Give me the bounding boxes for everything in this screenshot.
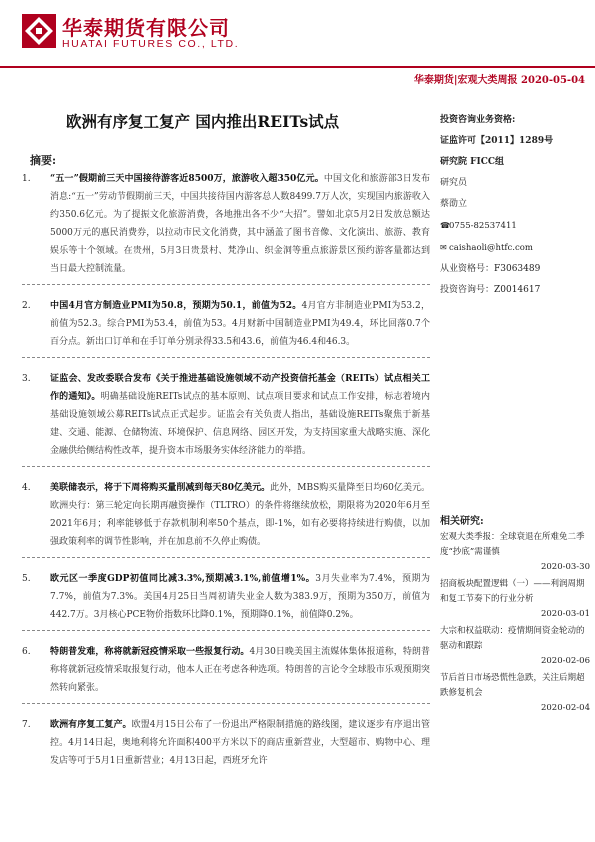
report-type-date: 华泰期货|宏观大类周报 2020-05-04: [413, 75, 585, 86]
item-number: 1.: [22, 174, 31, 184]
abstract-item: [22, 170, 430, 278]
item-number: 2.: [22, 301, 31, 311]
report-title: 欧洲有序复工复产 国内推出REITs试点: [66, 112, 340, 131]
company-name-cn: 华泰期货有限公司: [62, 16, 230, 40]
related-item-title[interactable]: 大宗和权益联动：疫情期间资金轮动的驱动和跟踪: [440, 626, 585, 651]
related-research-list: [440, 530, 590, 718]
item-body: 欧盟4月15日公布了一份退出严格限制措施的路线图，建议逐步有序退出管控。4月14日起，奥地利将允许面积400平方米以下的商店重新营业，大型超市、购物中心、理发店等可于5月1日重新营业；4月13日起，西班牙允许: [50, 720, 430, 766]
item-number: 5.: [22, 574, 31, 584]
item-number: 7.: [22, 720, 31, 730]
analyst-info: [440, 110, 588, 301]
related-item-date: 2020-03-01: [540, 609, 590, 619]
related-item-title[interactable]: 招商板块配置逻辑（一）——利润周期和复工节奏下的行业分析: [440, 579, 585, 604]
related-item[interactable]: [440, 671, 590, 716]
item-headline: 美联储表示，将于下周将购买量削减到每天80亿美元。: [50, 483, 271, 493]
item-body: 4月30日晚美国主流媒体集体报道称，特朗普称将就新冠疫情采取报复行动，他本人正在考虑各种选项。特朗普的言论令全球股市乐观预期突然转向紧张。: [50, 647, 430, 693]
item-divider: [22, 557, 430, 558]
related-item-date: 2020-02-04: [540, 703, 590, 713]
abstract-label: 摘要:: [30, 154, 57, 167]
item-body: 3月失业率为7.4%，预期为7.7%，前值为7.3%。美国4月25日当周初请失业金人数为383.9万，预期为350万，前值为442.7万。3月核心PCE物价指数环比降0.1%，预期降0.1%，前值降0.2%。: [50, 574, 430, 620]
item-headline: 证监会、发改委联合发布《关于推进基础设施领域不动产投资信托基金（REITs）试点相关工作的通知》。: [50, 374, 430, 402]
related-item[interactable]: [440, 577, 590, 622]
abstract-item: [22, 570, 430, 624]
abstract-list: [22, 170, 430, 770]
consult-cert: 投资咨询号：Z0014617: [440, 285, 541, 295]
related-item-date: 2020-02-06: [540, 656, 590, 666]
item-body: 明确基础设施REITs试点的基本原则、试点项目要求和试点工作安排，标志着境内基础设施领域公募REITs试点正式起步。证监会有关负责人指出，基础设施REITs聚焦于新基建、交通、能源、仓储物流、环境保护、信息网络、园区开发，为支持国家重大战略实施、深化金融供给侧结构性改革，提升资本市场服务实体经济能力的举措。: [50, 392, 430, 456]
related-item-title[interactable]: 宏观大类季报：全球衰退在所难免二季度“抄底”需谨慎: [440, 532, 585, 557]
item-headline: 欧元区一季度GDP初值同比减3.3%,预期减3.1%,前值增1%。: [50, 574, 316, 584]
header-divider: [0, 66, 595, 68]
related-research-title: 相关研究:: [440, 516, 484, 527]
qualification-heading: 投资咨询业务资格:: [440, 115, 516, 125]
analyst-email[interactable]: caishaoli@htfc.com: [449, 243, 533, 253]
item-body: 4月官方非制造业PMI为53.2，前值为52.3。综合PMI为53.4，前值为53。4月财新中国制造业PMI为49.4，环比回落0.7个百分点。新出口订单和在手订单分别录得33.5和43.6，前值为46.4和46.3。: [50, 301, 430, 347]
abstract-item: [22, 297, 430, 351]
related-item[interactable]: [440, 530, 590, 575]
related-item[interactable]: [440, 624, 590, 669]
item-divider: [22, 357, 430, 358]
analyst-phone-row: [440, 215, 588, 237]
company-name-en: HUATAI FUTURES CO., LTD.: [62, 38, 240, 50]
analyst-name: 蔡劭立: [440, 199, 468, 209]
abstract-item: [22, 643, 430, 697]
item-body: 中国文化和旅游部3日发布消息:“五一”劳动节假期前三天，中国共接待国内游客总人数8499.7万人次，实现国内旅游收入约350.6亿元。为了提振文化旅游消费，各地推出各不少“大招”。譬如北京5月2日发放总额达5000万元的惠民消费券，以拉动市民文化消费，其中涵盖了图书音像、文化演出、旅游、教育娱乐等十个领域。在贵州，5月3日贵景村、梵净山、织金洞等重点旅游景区预约游客量都达到当日最大控制流量。: [50, 174, 430, 274]
practice-cert: 从业资格号：F3063489: [440, 264, 541, 274]
item-headline: “五一”假期前三天中国接待游客近8500万，旅游收入超350亿元。: [50, 174, 324, 184]
item-number: 4.: [22, 483, 31, 493]
email-icon: ✉: [440, 243, 447, 252]
analyst-phone: 0755-82537411: [449, 221, 517, 231]
item-headline: 欧洲有序复工复产。: [50, 720, 132, 730]
abstract-item: [22, 370, 430, 460]
item-divider: [22, 466, 430, 467]
related-item-title[interactable]: 节后首日市场恐慌性急跌，关注后期超跌修复机会: [440, 673, 585, 698]
abstract-item: [22, 479, 430, 551]
item-number: 6.: [22, 647, 31, 657]
item-headline: 特朗普发难，称将就新冠疫情采取一些报复行动。: [50, 647, 250, 657]
item-divider: [22, 284, 430, 285]
item-number: 3.: [22, 374, 31, 384]
analyst-role: 研究员: [440, 178, 468, 188]
related-item-date: 2020-03-30: [540, 562, 590, 572]
department: 研究院 FICC组: [440, 157, 505, 167]
license-number: 证监许可【2011】1289号: [440, 136, 554, 146]
item-headline: 中国4月官方制造业PMI为50.8，预期为50.1，前值为52。: [50, 301, 302, 311]
phone-icon: ☎: [440, 221, 450, 230]
company-logo: [22, 14, 56, 48]
item-body: 此外，MBS购买量降至日均60亿美元。欧洲央行：第三轮定向长期再融资操作（TLTRO）的条件将继续放松，期限将为2020年6月至2021年6月；利率能够低于存款机制利率50个基点，即-1%，如有必要将持续进行购债，以加强政策利率的调节性影响，并在加息前不久停止购债。: [50, 483, 430, 547]
abstract-item: [22, 716, 430, 770]
item-divider: [22, 703, 430, 704]
analyst-email-row[interactable]: [440, 237, 588, 259]
item-divider: [22, 630, 430, 631]
